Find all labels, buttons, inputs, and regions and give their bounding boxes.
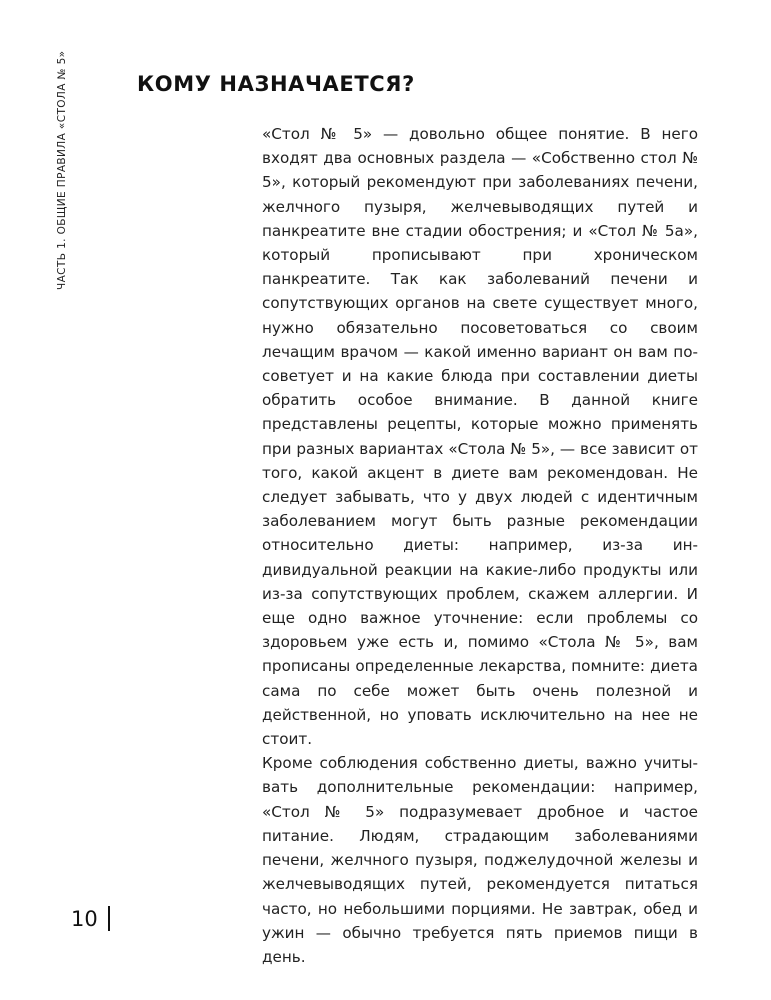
running-head: ЧАСТЬ 1. ОБЩИЕ ПРАВИЛА «СТОЛА № 5» [56, 50, 68, 290]
page-title: КОМУ НАЗНАЧАЕТСЯ? [137, 72, 415, 96]
page-number: 10 [71, 906, 98, 931]
paragraph-2: Кроме соблюдения собственно диеты, важно учитывать дополнительные рекомендации: например, «Стол № 5» подразумевает дробное и частое питание. Людям, страдающим заболеваниями печени, желчного пузыря, поджелудочной железы и желчевыводящих путей, рекомендуется питаться часто, но небольшими порциями. Не завтрак, обед и ужин — обычно требуется пять приемов пищи в день. [262, 754, 698, 966]
page-number-rule [108, 906, 110, 931]
body-text [262, 122, 698, 969]
page-footer [71, 906, 110, 931]
paragraph-1: «Стол № 5» — довольно общее понятие. В него входят два основных раздела — «Собственно стол № 5», который рекомендуют при заболеваниях печени, желчного пузыря, желчевыводящих путей и панкреатите вне стадии обострения; и «Стол № 5а», который прописывают при хроническом панкреатите. Так как заболеваний печени и сопутствующих органов на свете существует много, нужно обязательно посоветоваться со своим лечащим врачом — какой именно вариант он вам посоветует и на какие блюда при составлении диеты обратить особое внимание. В данной книге представлены рецепты, которые можно применять при разных вариантах «Стола № 5», — все зависит от того, какой акцент в диете вам рекомендован. Не следует забывать, что у двух людей с идентичным заболеванием могут быть разные рекомендации относительно диеты: например, из-за индивидуальной реакции на какие-либо продукты или из-за сопутствующих проблем, скажем аллергии. И еще одно важное уточнение: если проблемы со здоровьем уже есть и, помимо «Стола № 5», вам прописаны определенные лекарства, помните: диета сама по себе может быть очень полезной и действенной, но уповать исключительно на нее не стоит. [262, 125, 698, 749]
